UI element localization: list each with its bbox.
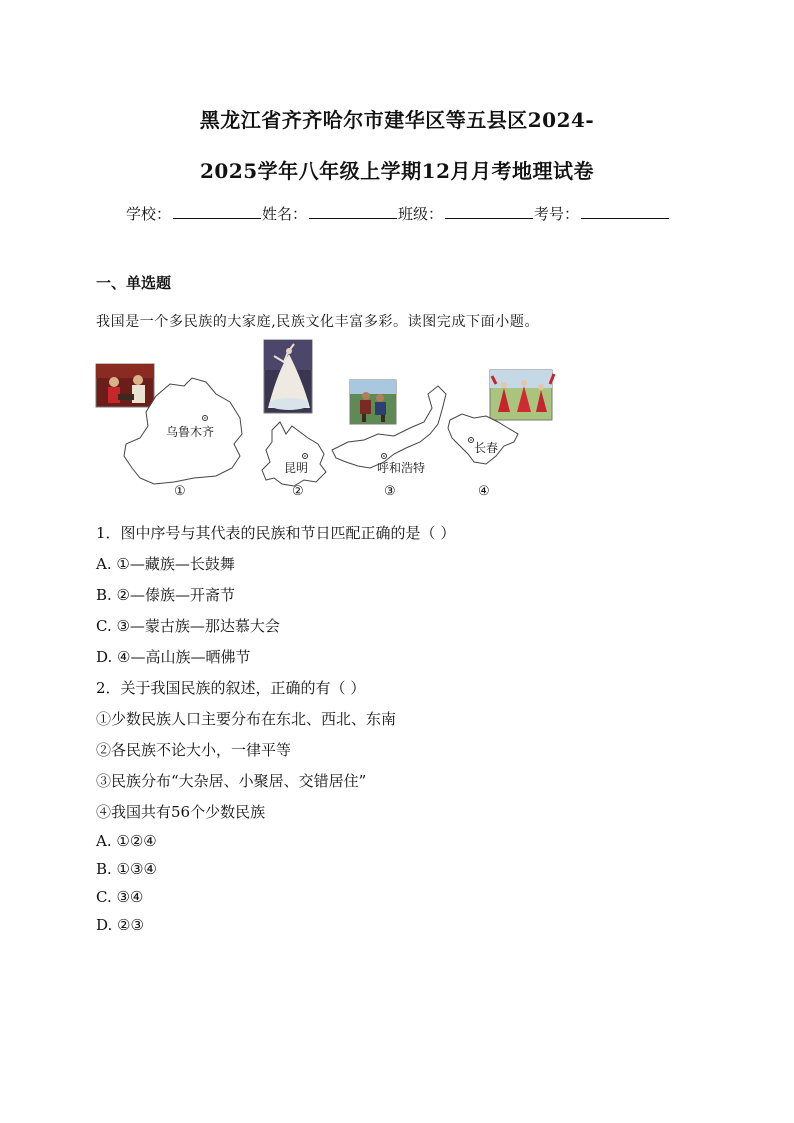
q1-option-d: D. ④—高山族—晒佛节	[96, 648, 251, 666]
photo-2	[264, 340, 312, 413]
number-label: 考号：	[534, 205, 580, 223]
q2-option-b: B. ①③④	[96, 860, 157, 878]
class-label: 班级：	[398, 205, 444, 223]
photo-1	[96, 364, 154, 407]
region-number-3: ③	[384, 484, 396, 499]
region-number-1: ①	[174, 484, 186, 499]
number-blank	[581, 203, 669, 219]
q1-option-a: A. ①—藏族—长鼓舞	[96, 555, 235, 573]
school-blank	[173, 203, 261, 219]
student-info-row	[126, 203, 670, 224]
name-blank	[309, 203, 397, 219]
section-heading: 一、单选题	[96, 274, 172, 292]
q2-stem: 2．关于我国民族的叙述，正确的有（ ）	[96, 679, 366, 697]
q2-option-c: C. ③④	[96, 888, 144, 906]
photo-4	[490, 370, 554, 420]
q2-statement-3: ③民族分布“大杂居、小聚居、交错居住”	[96, 772, 367, 790]
class-blank	[445, 203, 533, 219]
city-kunming: 昆明	[284, 461, 309, 475]
city-changchun: 长春	[474, 441, 499, 455]
title-line-1: 黑龙江省齐齐哈尔市建华区等五县区2024-	[199, 108, 595, 132]
q1-option-c: C. ③—蒙古族—那达慕大会	[96, 617, 280, 635]
q2-statement-2: ②各民族不论大小，一律平等	[96, 741, 292, 759]
region-number-4: ④	[478, 484, 490, 499]
q1-stem: 1．图中序号与其代表的民族和节日匹配正确的是（ ）	[96, 524, 456, 542]
q2-statement-1: ①少数民族人口主要分布在东北、西北、东南	[96, 710, 397, 728]
q2-option-d: D. ②③	[96, 916, 144, 934]
q2-option-a: A. ①②④	[96, 832, 157, 850]
intro-text: 我国是一个多民族的大家庭,民族文化丰富多彩。读图完成下面小题。	[96, 314, 540, 330]
city-urumqi: 乌鲁木齐	[166, 425, 215, 439]
photo-3	[350, 380, 396, 424]
school-label: 学校：	[126, 205, 172, 223]
region-2-outline	[262, 422, 326, 486]
q2-statement-4: ④我国共有56个少数民族	[96, 803, 266, 821]
city-hohhot: 呼和浩特	[377, 461, 426, 475]
title-line-2: 2025学年八年级上学期12月月考地理试卷	[200, 159, 594, 183]
region-number-2: ②	[292, 484, 304, 499]
q1-option-b: B. ②—傣族—开斋节	[96, 586, 236, 604]
name-label: 姓名：	[262, 205, 308, 223]
ethnic-regions-figure	[94, 338, 564, 503]
region-4-outline	[448, 414, 518, 464]
